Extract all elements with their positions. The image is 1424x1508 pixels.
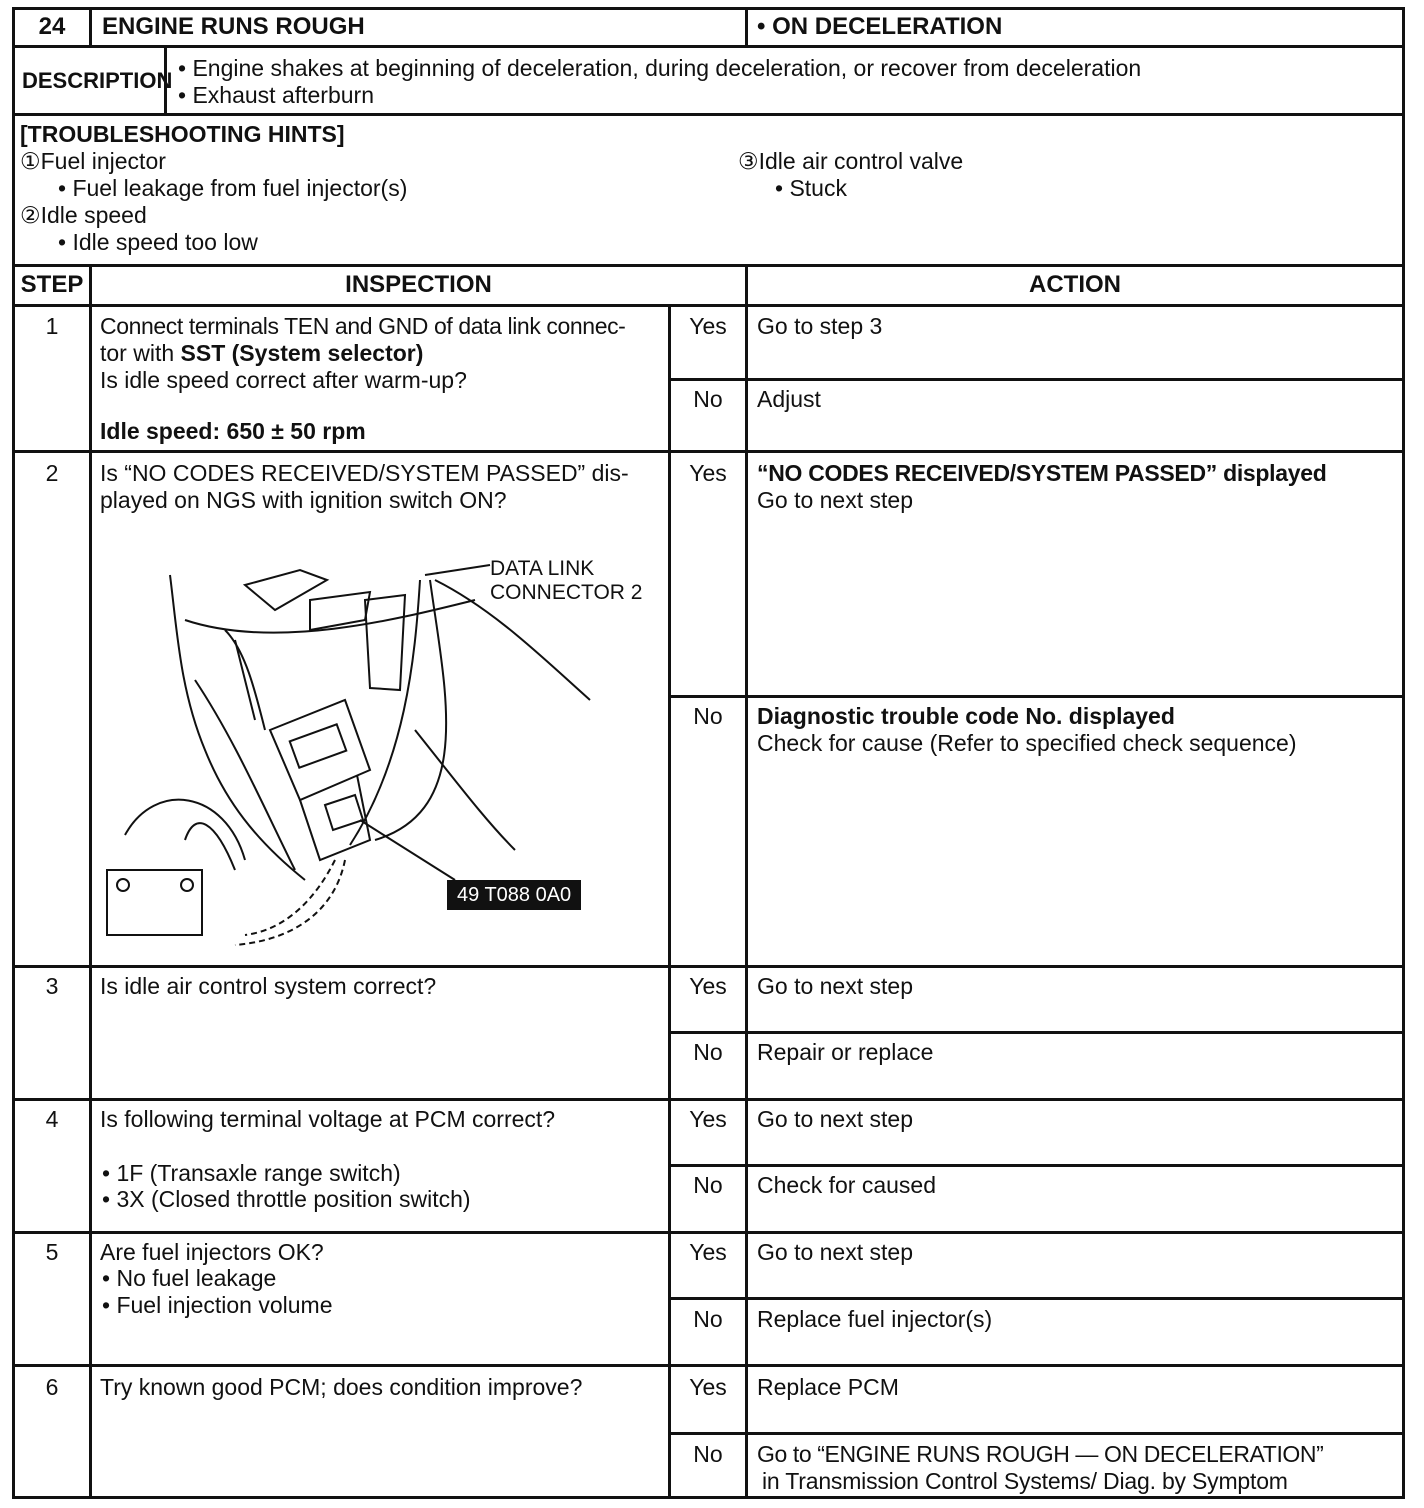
yes-label: Yes [689,973,727,999]
divider [668,1164,1405,1167]
pillar [195,680,295,870]
inspection-text: Is following terminal voltage at PCM correct? [100,1106,556,1132]
no-action: Check for cause (Refer to specified check sequence) [757,730,1297,756]
no-action: in Transmission Control Systems/ Diag. by Symptom [762,1468,1288,1494]
battery-terminal-negative [181,879,193,891]
yes-label: Yes [689,460,727,486]
hints-title: [TROUBLESHOOTING HINTS] [20,121,345,147]
no-label: No [693,1306,723,1332]
divider [12,450,1405,453]
inspection-text: Connect terminals TEN and GND of data link connec- [100,313,626,339]
divider [89,7,92,47]
no-action: Replace fuel injector(s) [757,1306,993,1332]
inspection-text: Is “NO CODES RECEIVED/SYSTEM PASSED” dis- [100,460,629,486]
yes-action: Replace PCM [757,1374,899,1400]
inspection-text: Try known good PCM; does condition improve? [100,1374,583,1400]
divider [668,378,1405,381]
part-number-label: 49 T088 0A0 [447,880,581,910]
frame-top [12,7,1405,10]
divider [668,1031,1405,1034]
battery-terminal-positive [117,879,129,891]
divider [12,45,1405,48]
header-condition-text: ON DECELERATION [772,13,1003,40]
spec-value: Idle speed: 650 ± 50 rpm [100,418,366,444]
hint-detail: • Idle speed too low [58,229,258,256]
yes-label: Yes [689,313,727,339]
divider [12,304,1405,307]
inspection-text: Is idle air control system correct? [100,973,437,999]
step-number: 3 [45,973,59,999]
yes-action-heading: “NO CODES RECEIVED/SYSTEM PASSED” displayed [757,460,1327,486]
ngs-keypad [325,795,363,830]
inspection-bullet: • 1F (Transaxle range switch) [102,1160,401,1187]
description-item: • Exhaust afterburn [178,82,374,109]
pedal [365,595,405,690]
divider [668,1297,1405,1300]
step-number: 1 [45,313,59,339]
dashboard-contour [185,600,475,633]
step-number: 4 [45,1106,59,1132]
inspection-text: Are fuel injectors OK? [100,1239,324,1265]
no-action: Adjust [757,386,821,412]
ngs-body [300,775,370,860]
no-label: No [693,1172,723,1198]
inspection-bullet: • No fuel leakage [102,1265,276,1292]
header-number: 24 [38,13,66,40]
inspection-text: Is idle speed correct after warm-up? [100,367,467,393]
no-label: No [693,386,723,412]
ngs-tester [270,700,370,800]
divider [12,264,1405,267]
divider [668,695,1405,698]
divider [12,965,1405,968]
hint-heading: ③Idle air control valve [738,148,964,174]
column-inspection: INSPECTION [345,271,492,298]
divider [668,1432,1405,1435]
inspection-text: played on NGS with ignition switch ON? [100,487,507,513]
callout-line [425,565,490,575]
column-step: STEP [20,271,84,298]
no-action-heading: Diagnostic trouble code No. displayed [757,703,1175,729]
divider [12,1364,1405,1367]
hint-heading: ①Fuel injector [20,148,166,174]
cable [375,580,446,840]
callout-label: DATA LINK [490,557,595,580]
yes-action: Go to step 3 [757,313,883,339]
column-action: ACTION [1029,271,1121,298]
description-item: • Engine shakes at beginning of deceleration, during deceleration, or recover from deceleration [178,55,1141,82]
no-label: No [693,703,723,729]
frame-bottom [12,1496,1405,1499]
divider [12,1231,1405,1234]
contour [415,730,515,850]
yes-action: Go to next step [757,1106,913,1132]
yes-action: Go to next step [757,487,913,513]
battery-cable [185,823,235,870]
cable-dashed [245,860,335,935]
yes-label: Yes [689,1374,727,1400]
ngs-screen [290,724,347,767]
description-label: DESCRIPTION [22,68,173,93]
header-condition: • ON DECELERATION [757,13,1003,40]
yes-action: Go to next step [757,973,913,999]
no-action: Check for caused [757,1172,936,1198]
no-action: Repair or replace [757,1039,934,1065]
no-action: Go to “ENGINE RUNS ROUGH — ON DECELERATION” [757,1441,1324,1467]
no-label: No [693,1039,723,1065]
yes-action: Go to next step [757,1239,913,1265]
hint-heading: ②Idle speed [20,202,147,228]
hint-detail: • Stuck [775,175,847,202]
step-number: 5 [45,1239,59,1265]
callout-label: CONNECTOR 2 [490,581,643,604]
no-label: No [693,1441,723,1467]
inspection-bullet: • Fuel injection volume [102,1292,333,1319]
frame-left [12,7,15,1499]
yes-label: Yes [689,1106,727,1132]
vent [245,570,327,610]
divider [12,113,1405,116]
inspection-text: tor with SST (System selector) [100,340,424,366]
divider [12,1098,1405,1101]
step-number: 6 [45,1374,59,1400]
step-number: 2 [45,460,59,486]
hint-detail: • Fuel leakage from fuel injector(s) [58,175,407,202]
divider [745,7,748,47]
yes-label: Yes [689,1239,727,1265]
header-title: ENGINE RUNS ROUGH [102,13,365,40]
callout-line [360,820,455,880]
frame-right [1402,7,1405,1499]
inspection-bullet: • 3X (Closed throttle position switch) [102,1186,471,1213]
